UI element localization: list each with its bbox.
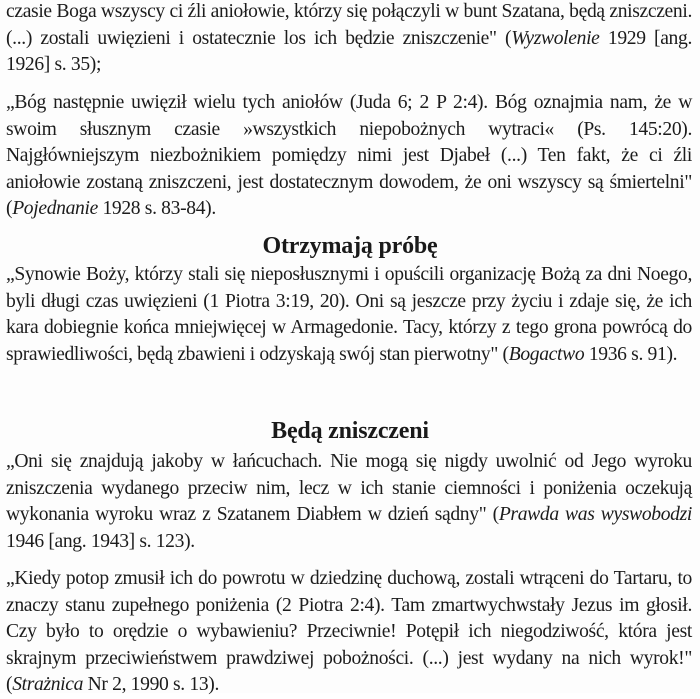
source-title: Strażnica (12, 674, 84, 696)
quote-text: „Synowie Boży, którzy stali się nieposłusznymi i opuścili organizację Bożą za dni Noego, byli długi czas uwięzieni (1 Piotra 3:19, 20). Oni są jeszcze przy życiu i zdaje się, że ich kara dobiegnie końca mniejwięcej w Armagedonie. Tacy, którzy z tego grona powrócą do sprawiedliwości, będą zbawieni i odzyskają swój stan pierwotny" ( (6, 264, 692, 365)
source-title: Pojednanie (12, 198, 98, 220)
paragraph-quote-prawda-was-wyswobodzi (6, 449, 692, 555)
paragraph-quote-wyzwolenie (6, 0, 692, 79)
source-title: Prawda was wyswobodzi (498, 504, 692, 526)
source-title: Wyzwolenie (511, 27, 600, 49)
source-citation: Nr 2, 1990 s. 13). (83, 674, 220, 696)
source-citation: 1928 s. 83-84). (97, 198, 216, 220)
source-title: Bogactwo (508, 343, 585, 365)
paragraph-quote-pojednanie (6, 90, 692, 223)
source-citation: 1936 s. 91). (584, 343, 678, 365)
source-citation: 1946 [ang. 1943] s. 123). (6, 530, 195, 552)
quote-text: „Oni się znajdują jakoby w łańcuchach. Nie mogą się nigdy uwolnić od Jego wyroku zniszczenia wydanego przeciw nim, lecz w ich stanie ciemności i poniżenia oczekują wykonania wyroku wraz z Szatanem Diabłem w dzień sądny" ( (6, 451, 692, 526)
paragraph-quote-bogactwo (6, 262, 692, 368)
source-citation: 1929 [ang. 1926] s. 35); (6, 27, 692, 76)
section-heading-otrzymaja-probe: Otrzymają próbę (262, 233, 438, 259)
quote-text: czasie Boga wszyscy ci źli aniołowie, którzy się połączyli w bunt Szatana, będą zniszczeni. (...) zostali uwięzieni i ostatecznie los ich będzie zniszczenie" ( (6, 1, 692, 49)
quote-text: „Bóg następnie uwięził wielu tych aniołów (Juda 6; 2 P 2:4). Bóg oznajmia nam, że w swoim słusznym czasie »wszystkich niepobożnych wytraci« (Ps. 145:20). Najgłówniejszym niezbożnikiem pomiędzy nimi jest Djabeł (...) Ten fakt, że ci źli aniołowie zostaną zniszczeni, jest dostatecznym dowodem, że oni wszyscy są śmiertelni" ( (6, 92, 692, 220)
quote-text: „Kiedy potop zmusił ich do powrotu w dziedzinę duchową, zostali wtrąceni do Tartaru, to znaczy stanu zupełnego poniżenia (2 Piotra 2:4). Tam zmartwychwstały Jezus im głosił. Czy było to orędzie o wybawieniu? Przeciwnie! Potępił ich niegodziwość, która jest skrajnym przeciwieństwem prawdziwej pobożności. (...) jest wydany na nich wyrok!" ( (6, 568, 692, 696)
section-heading-beda-zniszczeni: Będą zniszczeni (271, 418, 429, 444)
paragraph-quote-straznica (6, 566, 692, 699)
